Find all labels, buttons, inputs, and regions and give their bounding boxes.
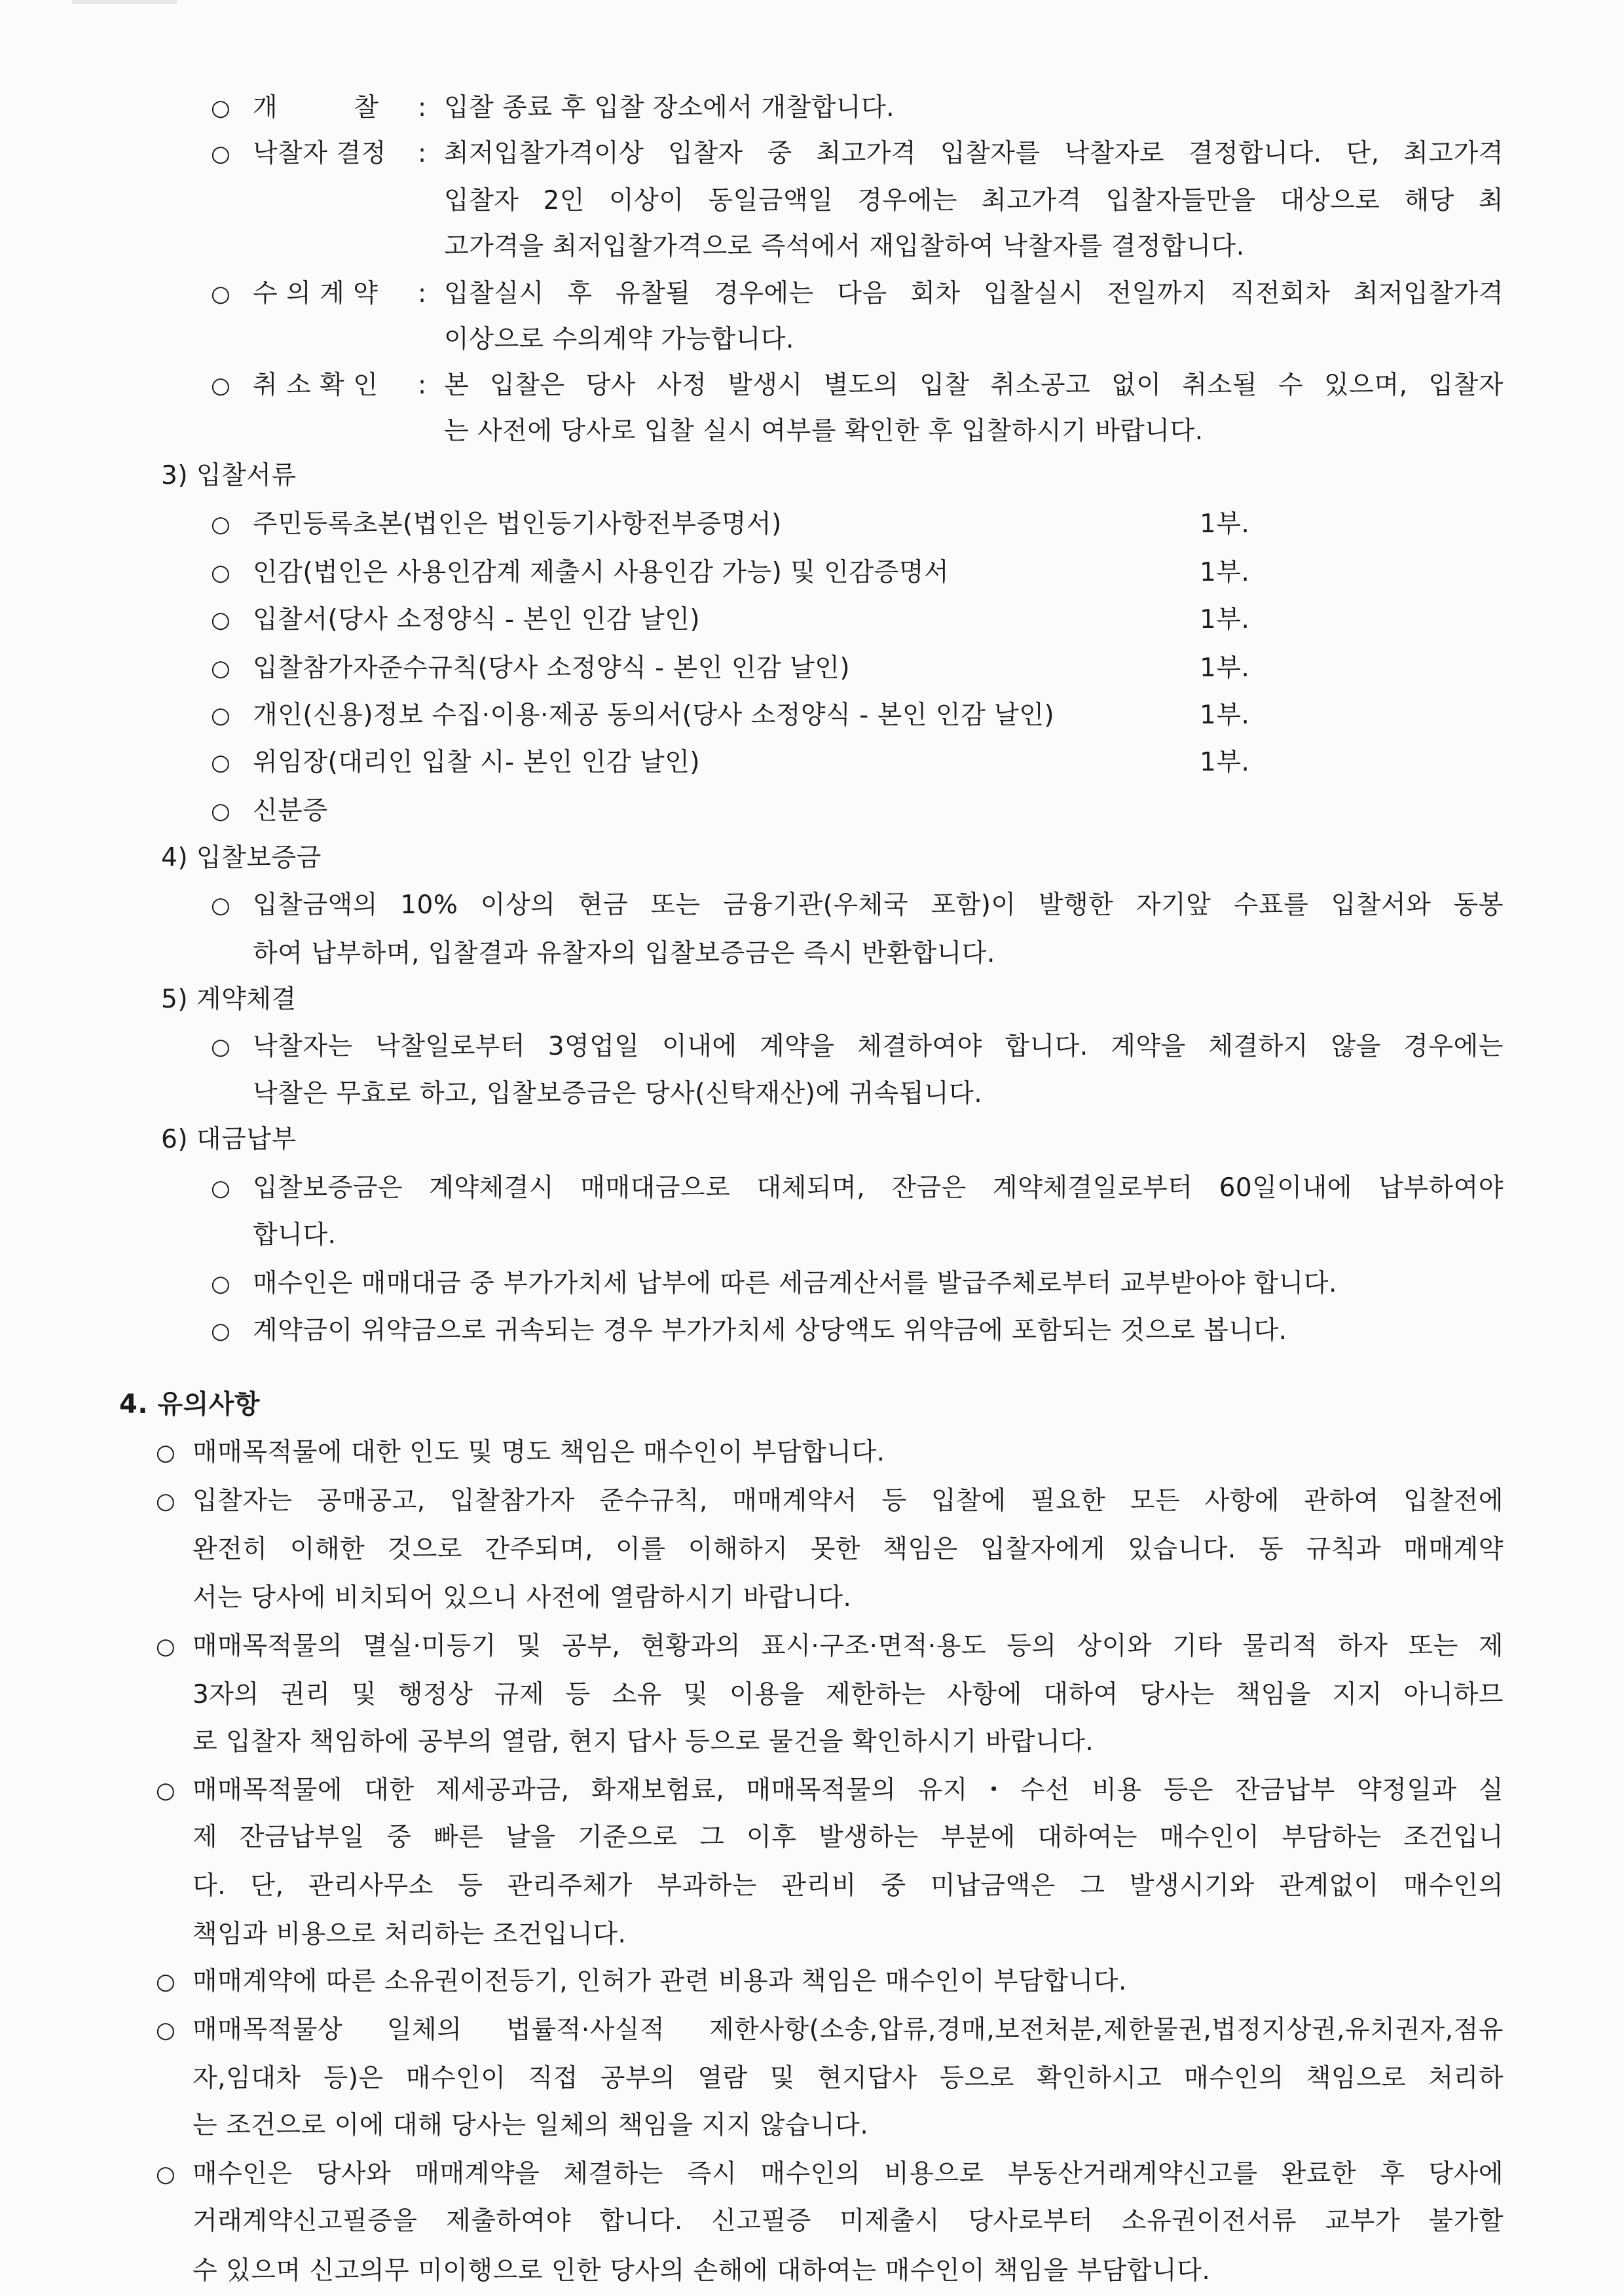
note-item-text: 매매목적물의 멸실·미등기 및 공부, 현황과의 표시·구조·면적·용도 등의 상이와 기타 물리적 하자 또는 제 — [193, 1631, 1504, 1661]
bullet-icon: ○ — [156, 1488, 176, 1514]
section-documents-heading — [161, 452, 1504, 500]
document-item — [211, 644, 1324, 693]
document-item — [211, 738, 1324, 787]
payment-item-text: 계약금이 위약금으로 귀속되는 경우 부가가치세 상당액도 위약금에 포함되는 것으로 봅니다. — [253, 1316, 1287, 1345]
document-count: 1부. — [1200, 509, 1250, 539]
note-item — [156, 1574, 1504, 1622]
bullet-icon: ○ — [211, 373, 231, 399]
bid-term-text: 최저입찰가격이상 입찰자 중 최고가격 입찰자를 낙찰자로 결정합니다. 단, 최고가격 — [444, 139, 1504, 168]
document-name: 신분증 — [253, 796, 328, 826]
bid-term-text: 입찰자 2인 이상이 동일금액일 경우에는 최고가격 입찰자들만을 대상으로 해당 최 — [444, 186, 1504, 215]
bid-term-row — [211, 177, 1504, 225]
bid-term-label: 개 찰 — [253, 93, 379, 122]
deposit-item — [211, 881, 1504, 930]
colon-mark: : — [418, 93, 427, 122]
document-name: 입찰서(당사 소정양식 - 본인 인감 날인) — [253, 605, 701, 634]
payment-item — [211, 1211, 1504, 1260]
section-contract-heading-text: 5) 계약체결 — [161, 985, 297, 1014]
section-contract-heading — [161, 975, 1504, 1024]
document-count: 1부. — [1200, 558, 1250, 587]
contract-item-text: 낙찰은 무효로 하고, 입찰보증금은 당사(신탁재산)에 귀속됩니다. — [253, 1079, 983, 1108]
payment-item-text: 합니다. — [253, 1220, 337, 1250]
section-payment-heading-text: 6) 대금납부 — [161, 1125, 297, 1154]
note-item — [156, 2102, 1504, 2150]
payment-item — [211, 1260, 1504, 1308]
note-item-text: 매매목적물에 대한 인도 및 명도 책임은 매수인이 부담합니다. — [193, 1438, 885, 1467]
payment-item-text: 입찰보증금은 계약체결시 매매대금으로 대체되며, 잔금은 계약체결일로부터 60일이내에 납부하여야 — [253, 1173, 1504, 1203]
colon-mark: : — [418, 139, 427, 168]
colon-mark: : — [418, 371, 427, 400]
note-item-text: 책임과 비용으로 처리하는 조건입니다. — [193, 1920, 627, 1949]
contract-item-text: 낙찰자는 낙찰일로부터 3영업일 이내에 계약을 체결하여야 합니다. 계약을 체결하지 않을 경우에는 — [253, 1032, 1504, 1061]
section-deposit-heading-text: 4) 입찰보증금 — [161, 843, 322, 873]
bid-term-text: 는 사전에 당사로 입찰 실시 여부를 확인한 후 입찰하시기 바랍니다. — [444, 416, 1204, 446]
note-item — [156, 2150, 1504, 2198]
bullet-icon: ○ — [156, 1969, 176, 1995]
note-item-text: 로 입찰자 책임하에 공부의 열람, 현지 답사 등으로 물건을 확인하시기 바랍니다. — [193, 1727, 1094, 1757]
bid-term-row — [211, 270, 1504, 318]
deposit-item-text: 입찰금액의 10% 이상의 현금 또는 금융기관(우체국 포함)이 발행한 자기앞 수표를 입찰서와 동봉 — [253, 890, 1504, 920]
bullet-icon: ○ — [211, 1271, 231, 1297]
document-name: 주민등록초본(법인은 법인등기사항전부증명서) — [253, 509, 782, 539]
note-item — [156, 1622, 1504, 1671]
note-item-text: 자,임대차 등)은 매수인이 직접 공부의 열람 및 현지답사 등으로 확인하시고 매수인의 책임으로 처리하 — [193, 2064, 1504, 2093]
note-item — [156, 1862, 1504, 1910]
note-item — [156, 1958, 1504, 2006]
section-deposit-heading — [161, 834, 1504, 883]
document-count: 1부. — [1200, 701, 1250, 730]
bid-term-label: 취 소 확 인 — [253, 371, 378, 400]
payment-item-text: 매수인은 매매대금 중 부가가치세 납부에 따른 세금계산서를 발급주체로부터 교부받아야 합니다. — [253, 1269, 1337, 1298]
contract-item — [211, 1070, 1504, 1118]
bid-term-row — [211, 361, 1504, 410]
note-item-text: 3자의 권리 및 행정상 규제 등 소유 및 이용을 제한하는 사항에 대하여 당사는 책임을 지지 아니하므 — [193, 1680, 1504, 1709]
bid-term-text: 고가격을 최저입찰가격으로 즉석에서 재입찰하여 낙찰자를 결정합니다. — [444, 232, 1245, 261]
bid-term-label: 낙찰자 결정 — [253, 139, 386, 168]
bullet-icon: ○ — [211, 1034, 231, 1060]
document-item — [211, 500, 1324, 549]
note-item — [156, 1718, 1504, 1766]
bullet-icon: ○ — [211, 511, 231, 538]
bullet-icon: ○ — [211, 95, 231, 121]
bid-term-row — [211, 407, 1504, 456]
note-item-text: 는 조건으로 이에 대해 당사는 일체의 책임을 지지 않습니다. — [193, 2111, 869, 2140]
note-item-text: 제 잔금납부일 중 빠른 날을 기준으로 그 이후 발생하는 부분에 대하여는 매수인이 부담하는 조건입니 — [193, 1823, 1504, 1852]
note-item — [156, 1525, 1504, 1574]
note-item-text: 다. 단, 관리사무소 등 관리주체가 부과하는 관리비 중 미납금액은 그 발생시기와 관계없이 매수인의 — [193, 1871, 1504, 1901]
document-name: 개인(신용)정보 수집·이용·제공 동의서(당사 소정양식 - 본인 인감 날인) — [253, 701, 1055, 730]
deposit-item-text: 하여 납부하며, 입찰결과 유찰자의 입찰보증금은 즉시 반환합니다. — [253, 939, 995, 968]
document-item — [211, 596, 1324, 644]
bid-term-row — [211, 130, 1504, 178]
note-item — [156, 1429, 1504, 1477]
note-item-text: 수 있으며 신고의무 미이행으로 인한 당사의 손해에 대하여는 매수인이 책임을 부담합니다. — [193, 2256, 1211, 2286]
contract-item — [211, 1023, 1504, 1071]
bullet-icon: ○ — [156, 1777, 176, 1804]
note-item — [156, 1477, 1504, 1525]
bullet-icon: ○ — [156, 1440, 176, 1466]
document-count: 1부. — [1200, 748, 1250, 777]
scan-artifact — [72, 0, 177, 4]
note-item-text: 매매목적물에 대한 제세공과금, 화재보험료, 매매목적물의 유지・수선 비용 등은 잔금납부 약정일과 실 — [193, 1776, 1504, 1805]
note-item-text: 서는 당사에 비치되어 있으니 사전에 열람하시기 바랍니다. — [193, 1583, 852, 1613]
document-count: 1부. — [1200, 653, 1250, 683]
document-item — [211, 787, 1324, 835]
document-name: 인감(법인은 사용인감계 제출시 사용인감 가능) 및 인감증명서 — [253, 558, 950, 587]
note-item — [156, 1671, 1504, 1719]
section-notes-heading-text: 4. 유의사항 — [119, 1389, 261, 1419]
section-notes-heading — [119, 1380, 1504, 1429]
bullet-icon: ○ — [211, 655, 231, 682]
bid-term-text: 이상으로 수의계약 가능합니다. — [444, 325, 794, 354]
document-count: 1부. — [1200, 605, 1250, 634]
note-item — [156, 1910, 1504, 1959]
bullet-icon: ○ — [211, 892, 231, 919]
note-item — [156, 1766, 1504, 1815]
note-item-text: 완전히 이해한 것으로 간주되며, 이를 이해하지 못한 책임은 입찰자에게 있습니다. 동 규칙과 매매계약 — [193, 1535, 1504, 1564]
note-item — [156, 2054, 1504, 2103]
bullet-icon: ○ — [211, 1175, 231, 1201]
bullet-icon: ○ — [211, 141, 231, 167]
bullet-icon: ○ — [156, 2161, 176, 2187]
note-item — [156, 2006, 1504, 2054]
bullet-icon: ○ — [211, 281, 231, 307]
note-item — [156, 2197, 1504, 2246]
bullet-icon: ○ — [156, 1633, 176, 1660]
note-item-text: 입찰자는 공매공고, 입찰참가자 준수규칙, 매매계약서 등 입찰에 필요한 모든 사항에 관하여 입찰전에 — [193, 1486, 1504, 1516]
document-item — [211, 549, 1324, 597]
bullet-icon: ○ — [156, 2017, 176, 2043]
bullet-icon: ○ — [211, 798, 231, 824]
bullet-icon: ○ — [211, 1318, 231, 1344]
bullet-icon: ○ — [211, 702, 231, 729]
document-name: 위임장(대리인 입찰 시- 본인 인감 날인) — [253, 748, 701, 777]
section-documents-heading-text: 3) 입찰서류 — [161, 461, 297, 490]
document-item — [211, 691, 1324, 740]
deposit-item — [211, 930, 1504, 978]
note-item-text: 매매계약에 따른 소유권이전등기, 인허가 관련 비용과 책임은 매수인이 부담합니다. — [193, 1967, 1127, 1996]
note-item-text: 매수인은 당사와 매매계약을 체결하는 즉시 매수인의 비용으로 부동산거래계약신고를 완료한 후 당사에 — [193, 2159, 1504, 2189]
section-payment-heading — [161, 1116, 1504, 1164]
bid-term-text: 입찰 종료 후 입찰 장소에서 개찰합니다. — [444, 93, 895, 122]
bid-term-row — [211, 223, 1504, 271]
bid-term-row — [211, 316, 1504, 364]
note-item — [156, 2247, 1504, 2295]
colon-mark: : — [418, 279, 427, 308]
bullet-icon: ○ — [211, 750, 231, 776]
bullet-icon: ○ — [211, 607, 231, 633]
bid-term-text: 본 입찰은 당사 사정 발생시 별도의 입찰 취소공고 없이 취소될 수 있으며, 입찰자 — [444, 371, 1504, 400]
payment-item — [211, 1307, 1504, 1355]
document-name: 입찰참가자준수규칙(당사 소정양식 - 본인 인감 날인) — [253, 653, 851, 683]
bid-term-text: 입찰실시 후 유찰될 경우에는 다음 회차 입찰실시 전일까지 직전회차 최저입찰가격 — [444, 279, 1504, 308]
note-item-text: 거래계약신고필증을 제출하여야 합니다. 신고필증 미제출시 당사로부터 소유권이전서류 교부가 불가할 — [193, 2206, 1504, 2236]
payment-item — [211, 1164, 1504, 1212]
note-item — [156, 1813, 1504, 1862]
bid-term-row — [211, 84, 1504, 132]
bid-term-label: 수 의 계 약 — [253, 279, 378, 308]
bullet-icon: ○ — [211, 560, 231, 586]
note-item-text: 매매목적물상 일체의 법률적·사실적 제한사항(소송,압류,경매,보전처분,제한물권,법정지상권,유치권자,점유 — [193, 2015, 1504, 2045]
